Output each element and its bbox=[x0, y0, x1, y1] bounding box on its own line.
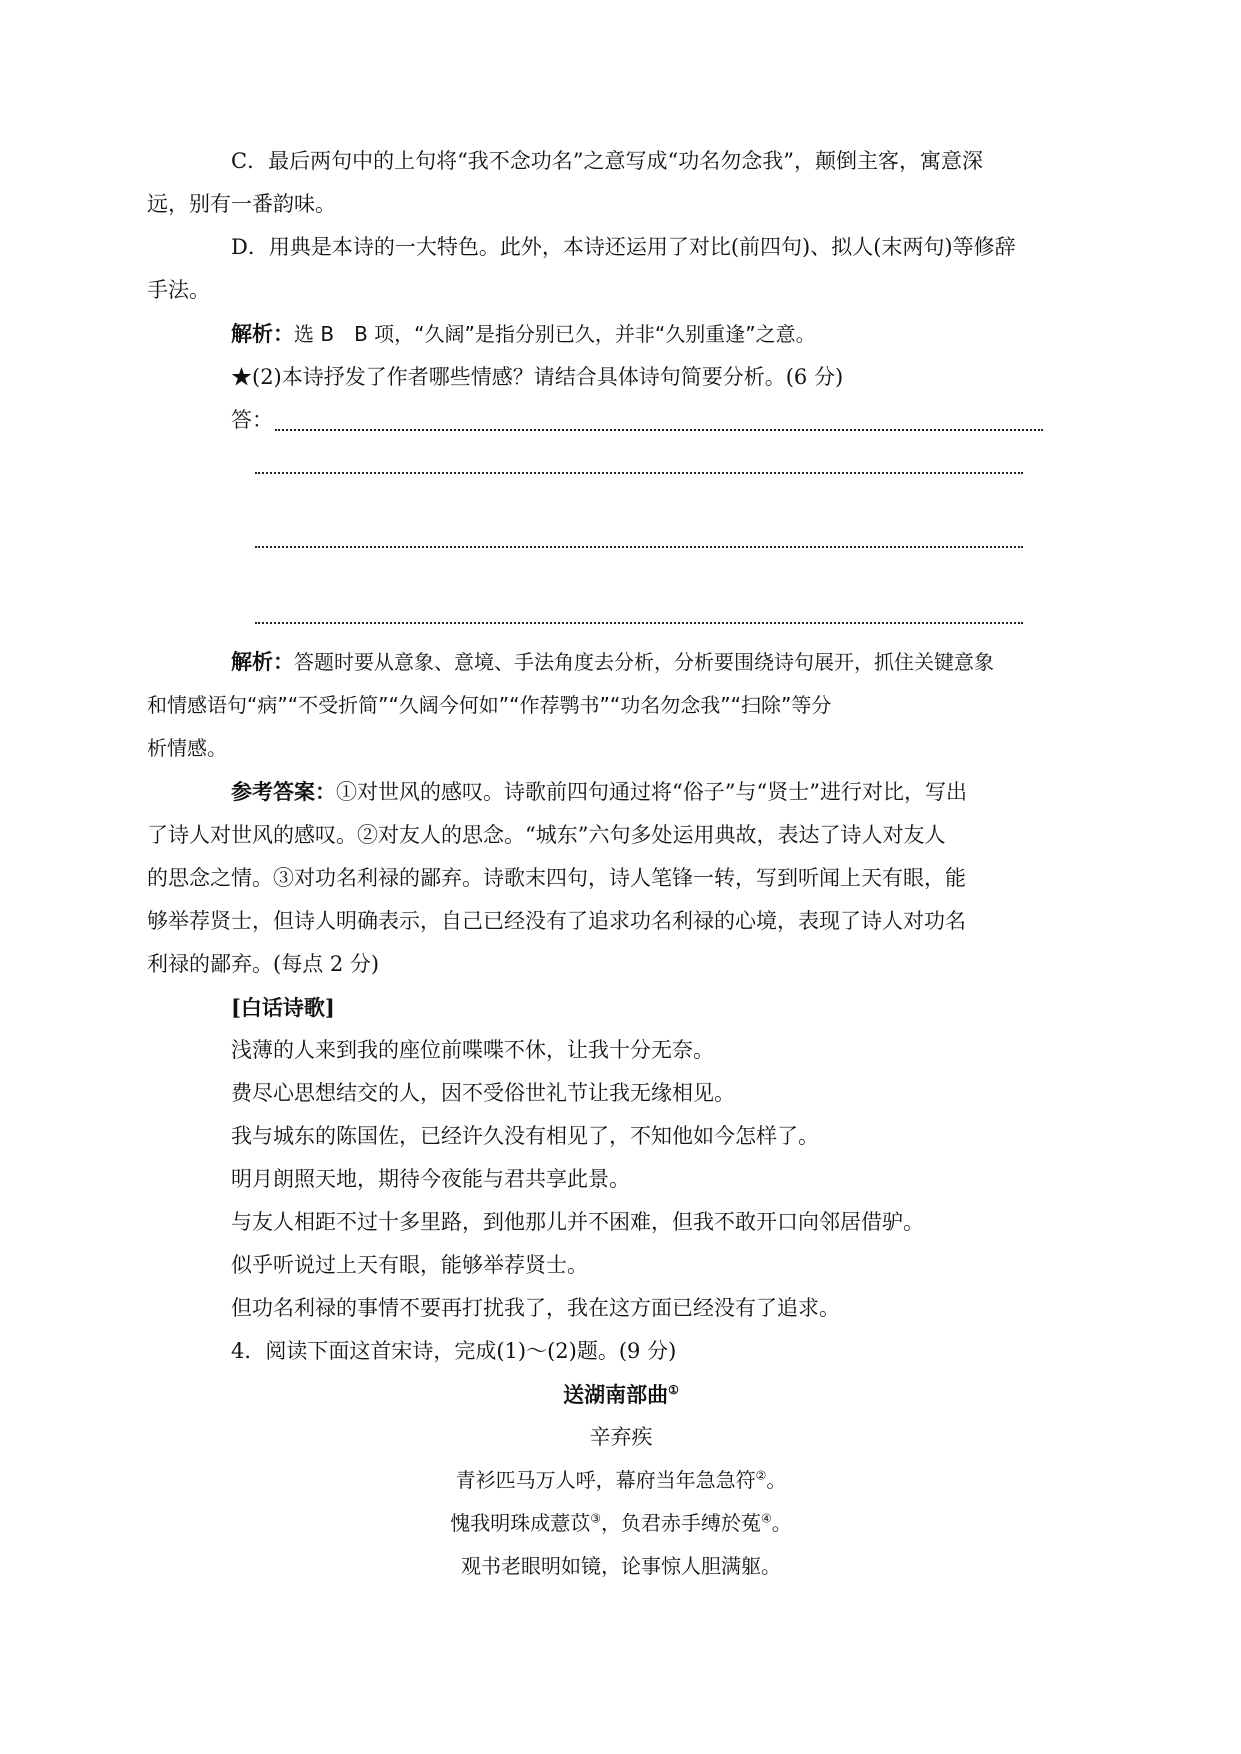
poem-author: 辛弃疾 bbox=[589, 1425, 653, 1449]
analysis-2-label: 解析： bbox=[231, 649, 294, 674]
option-c bbox=[147, 140, 1053, 226]
reference-line4: 够举荐贤士，但诗人明确表示，自己已经没有了追求功名利禄的心境，表现了诗人对功名 bbox=[147, 909, 966, 933]
poem-line-3-text: 观书老眼明如镜，论事惊人胆满躯。 bbox=[461, 1554, 781, 1578]
answer-line-2[interactable] bbox=[255, 472, 1023, 474]
reference-answer bbox=[147, 770, 1053, 986]
answer-blank-3 bbox=[189, 517, 1053, 592]
analysis-1 bbox=[189, 312, 1053, 356]
vernacular-line: 与友人相距不过十多里路，到他那儿并不困难，但我不敢开口向邻居借驴。 bbox=[231, 1210, 924, 1234]
analysis-1-text: 选 B B 项，“久阔”是指分别已久，并非“久别重逢”之意。 bbox=[294, 322, 816, 346]
analysis-1-label: 解析： bbox=[231, 321, 294, 346]
vernacular-line: 但功名利禄的事情不要再打扰我了，我在这方面已经没有了追求。 bbox=[231, 1296, 840, 1320]
answer-line-4[interactable] bbox=[255, 622, 1023, 624]
poem-line-2-note: ③ bbox=[590, 1511, 601, 1526]
option-d-line2: 手法。 bbox=[147, 278, 210, 302]
poem-line-2-end: ，负君赤手缚於菟 bbox=[601, 1511, 761, 1535]
answer-line-3[interactable] bbox=[255, 546, 1023, 548]
analysis-2-line1: 答题时要从意象、意境、手法角度去分析，分析要围绕诗句展开，抓住关键意象 bbox=[294, 650, 994, 674]
question-2: ★(2)本诗抒发了作者哪些情感？请结合具体诗句简要分析。(6 分) bbox=[231, 365, 844, 389]
reference-line2: 了诗人对世风的感叹。②对友人的思念。“城东”六句多处运用典故，表达了诗人对友人 bbox=[147, 823, 946, 847]
option-c-line2: 远，别有一番韵味。 bbox=[147, 192, 336, 216]
poem-line-2-end2: 。 bbox=[771, 1511, 792, 1535]
reference-line5: 利禄的鄙弃。(每点 2 分) bbox=[147, 952, 380, 976]
vernacular-line: 我与城东的陈国佐，已经许久没有相见了，不知他如今怎样了。 bbox=[231, 1124, 819, 1148]
reference-label: 参考答案： bbox=[231, 779, 336, 804]
poem-line-3 bbox=[189, 1545, 1053, 1588]
poem-line-1-text: 青衫匹马万人呼，幕府当年急急符 bbox=[455, 1468, 756, 1492]
analysis-2-line2: 和情感语句“病”“不受折简”“久阔今何如”“作荐鹗书”“功名勿念我”“扫除”等分 bbox=[147, 693, 832, 717]
answer-blank-4 bbox=[189, 592, 1053, 640]
analysis-2 bbox=[147, 640, 1053, 770]
vernacular-line: 费尽心思想结交的人，因不受俗世礼节让我无缘相见。 bbox=[231, 1081, 735, 1105]
vernacular-line: 浅薄的人来到我的座位前喋喋不休，让我十分无奈。 bbox=[231, 1038, 714, 1062]
poem-line-1-note: ② bbox=[755, 1468, 767, 1483]
answer-row bbox=[189, 399, 1053, 442]
vernacular-line: 明月朗照天地，期待今夜能与君共享此景。 bbox=[231, 1167, 630, 1191]
poem-title bbox=[189, 1373, 1053, 1416]
poem-line-1-end: 。 bbox=[766, 1468, 787, 1492]
answer-label: 答： bbox=[231, 408, 273, 432]
analysis-2-line3: 析情感。 bbox=[147, 736, 227, 760]
poem-line-2-note2: ④ bbox=[761, 1511, 772, 1526]
question-4: 4．阅读下面这首宋诗，完成(1)～(2)题。(9 分) bbox=[231, 1339, 677, 1363]
option-c-line1: C．最后两句中的上句将“我不念功名”之意写成“功名勿念我”，颠倒主客，寓意深 bbox=[231, 149, 984, 173]
option-d-line1: D．用典是本诗的一大特色。此外，本诗还运用了对比(前四句)、拟人(末两句)等修辞 bbox=[231, 235, 1016, 259]
vernacular-heading: [白话诗歌] bbox=[231, 995, 335, 1020]
poem-line-2-text: 愧我明珠成薏苡 bbox=[450, 1511, 591, 1535]
document-page bbox=[147, 140, 1053, 1588]
reference-line3: 的思念之情。③对功名利禄的鄙弃。诗歌末四句，诗人笔锋一转，写到听闻上天有眼，能 bbox=[147, 866, 966, 890]
poem-line-1 bbox=[189, 1459, 1053, 1502]
poem-line-2 bbox=[189, 1502, 1053, 1545]
answer-line-1[interactable] bbox=[275, 429, 1043, 431]
answer-blank-2 bbox=[189, 442, 1053, 517]
option-d bbox=[147, 226, 1053, 312]
poem-title-text: 送湖南部曲 bbox=[563, 1382, 669, 1407]
reference-line1: ①对世风的感叹。诗歌前四句通过将“俗子”与“贤士”进行对比，写出 bbox=[336, 780, 967, 804]
poem-title-note: ① bbox=[668, 1383, 679, 1397]
vernacular-line: 似乎听说过上天有眼，能够举荐贤士。 bbox=[231, 1253, 588, 1277]
